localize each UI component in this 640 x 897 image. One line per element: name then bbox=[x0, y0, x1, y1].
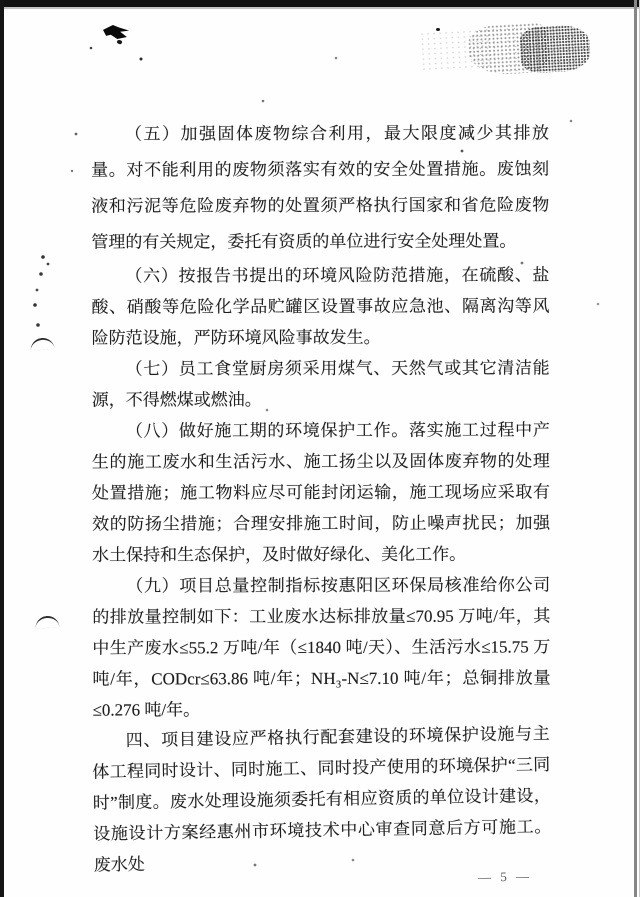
paragraph-item-9: （九）项目总量控制指标按惠阳区环保局核准给你公司的排放量控制如下：工业废水达标排放量≤70.95 万吨/年，其中生产废水≤55.2 万吨/年（≤1840 吨/天）、生活污水≤15.75 万吨/年，CODcr≤63.86 吨/年；NH₃-N≤7.10 吨/年；总铜排放量≤0.276 吨/年。 bbox=[92, 575, 551, 720]
scan-edge-left bbox=[0, 0, 4, 897]
scan-edge-top bbox=[0, 0, 640, 7]
toner-dot-artifact bbox=[436, 28, 440, 31]
ink-blob-tail-artifact bbox=[116, 39, 122, 45]
document-body bbox=[91, 115, 551, 880]
paragraph-item-8: （八）做好施工期的环境保护工作。落实施工过程中产生的施工废水和生活污水、施工扬尘以及固体废弃物的处理处置措施；施工物料应尽可能封闭运输，施工现场应采取有效的防扬尘措施；合理安排施工时间，防止噪声扰民；加强水土保持和生态保护，及时做好绿化、美化工作。 bbox=[91, 420, 551, 565]
paragraph-item-6: （六）按报告书提出的环境风险防范措施，在硫酸、盐酸、硝酸等危险化学品贮罐区设置事故应急池、隔离沟等风险防范设施，严防环境风险事故发生。 bbox=[91, 265, 550, 348]
paragraph-section-4: 四、项目建设应严格执行配套建设的环境保护设施与主体工程同时设计、同时施工、同时投产使用的环境保护“三同时”制度。废水处理设施须委托有相应资质的单位设计建设，设施设计方案经惠州市环境技术中心审查同意后方可施工。废水处 bbox=[92, 724, 552, 875]
paragraph-item-7: （七）员工食堂厨房须采用煤气、天然气或其它清洁能源，不得燃煤或燃油。 bbox=[91, 358, 550, 410]
margin-pen-mark bbox=[29, 337, 54, 352]
toner-smudge-dense bbox=[519, 24, 591, 74]
page-edge-shadow bbox=[634, 0, 637, 897]
page-number: — 5 — bbox=[477, 868, 533, 885]
paragraph-item-5: （五）加强固体废物综合利用，最大限度减少其排放量。对不能利用的废物须落实有效的安全处置措施。废蚀刻液和污泥等危险废弃物的处置须严格执行国家和省危险废物管理的有关规定，委托有资质的单位进行安全处理处置。 bbox=[91, 123, 550, 252]
margin-pen-mark bbox=[35, 615, 60, 629]
scan-noise-specks bbox=[0, 0, 2, 2]
ink-blob-artifact bbox=[103, 25, 129, 39]
